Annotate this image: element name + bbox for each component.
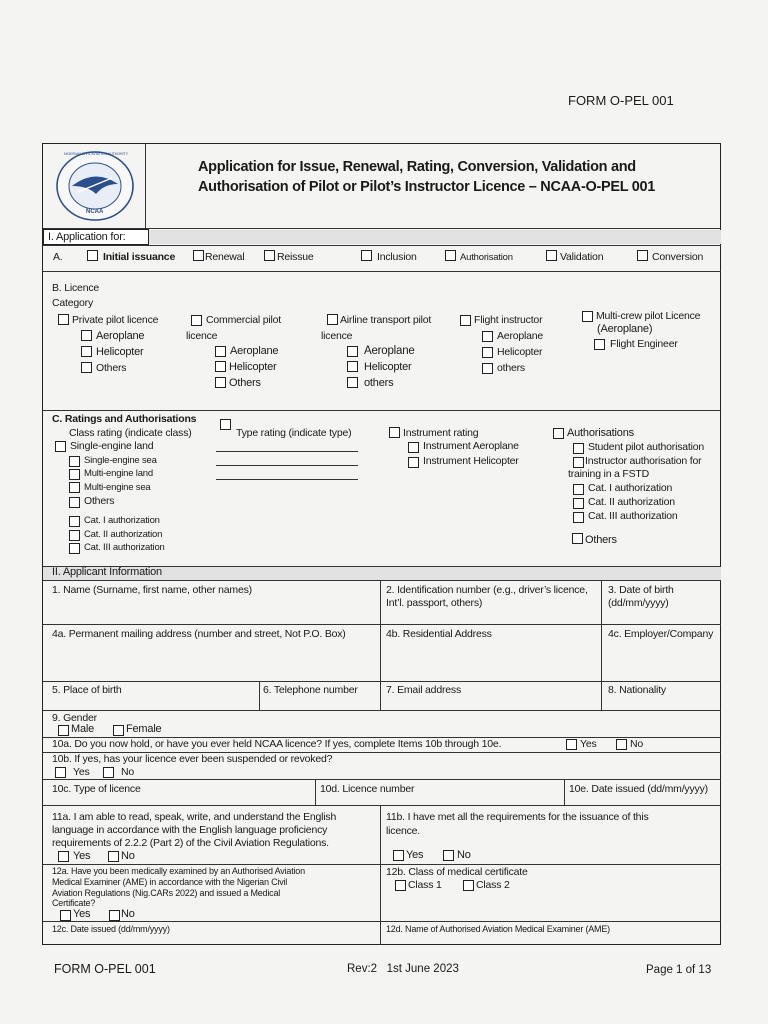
male-label: Male — [71, 723, 95, 735]
q11a-no-checkbox[interactable] — [108, 851, 119, 862]
header-divider — [145, 144, 146, 228]
ppl-checkbox[interactable] — [58, 314, 69, 325]
rule — [43, 624, 721, 625]
field-12a-line4: Certificate? — [52, 898, 96, 908]
rule — [43, 245, 721, 246]
cat3-checkbox[interactable] — [69, 543, 80, 554]
q10a-no-label: No — [630, 738, 644, 750]
authorisation-checkbox[interactable] — [445, 250, 456, 261]
section1-row-label: A. — [53, 251, 63, 263]
instrument-rating-checkbox[interactable] — [389, 427, 400, 438]
q10b-yes-label: Yes — [73, 766, 90, 778]
mpl-label2: (Aeroplane) — [597, 323, 653, 335]
field-11b-line2: licence. — [386, 825, 421, 837]
cpl-others-checkbox[interactable] — [215, 377, 226, 388]
initial-issuance-label: Initial issuance — [103, 251, 176, 263]
single-engine-sea-checkbox[interactable] — [69, 456, 80, 467]
ppl-helicopter-checkbox[interactable] — [81, 346, 92, 357]
cpl-label2: licence — [186, 330, 218, 342]
type-rating-line-1[interactable] — [216, 451, 358, 452]
rule — [43, 681, 721, 682]
field-10d-label: 10d. Licence number — [320, 783, 415, 795]
field-12c-label: 12c. Date issued (dd/mm/yyyy) — [52, 924, 170, 934]
q10b-no-label: No — [121, 766, 135, 778]
rule — [43, 805, 721, 806]
reissue-label: Reissue — [277, 251, 314, 263]
seal-ring-text: NIGERIAN CIVIL AVIATION AUTHORITY — [64, 152, 129, 156]
auth-cat2-label: Cat. II authorization — [588, 496, 675, 508]
rule — [43, 710, 721, 711]
col-divider — [259, 681, 260, 710]
field-email-label: 7. Email address — [386, 684, 462, 696]
rule — [43, 410, 721, 411]
multi-engine-sea-label: Multi-engine sea — [84, 482, 151, 493]
flight-engineer-label: Flight Engineer — [610, 338, 678, 350]
type-rating-line-2[interactable] — [216, 465, 358, 466]
q10a-yes-label: Yes — [580, 738, 597, 750]
field-10b-label: 10b. If yes, has your licence ever been suspended or revoked? — [52, 753, 333, 765]
cat1-checkbox[interactable] — [69, 516, 80, 527]
female-label: Female — [126, 723, 162, 735]
inclusion-label: Inclusion — [377, 251, 417, 263]
field-place-birth-label: 5. Place of birth — [52, 684, 122, 696]
ncaa-seal-icon — [52, 150, 138, 222]
rule — [43, 779, 721, 780]
field-12a-line2: Medical Examiner (AME) in accordance with the Nigerian Civil — [52, 877, 288, 887]
field-11a-line2: language in accordance with the English language proficiency — [52, 824, 328, 836]
fi-aeroplane-label: Aeroplane — [497, 330, 544, 342]
q11b-no-label: No — [457, 849, 471, 861]
field-nationality-label: 8. Nationality — [608, 684, 666, 696]
q11a-no-label: No — [121, 850, 135, 862]
auth-cat1-checkbox[interactable] — [573, 484, 584, 495]
fi-others-checkbox[interactable] — [482, 363, 493, 374]
field-gender-label: 9. Gender — [52, 712, 97, 724]
authorisations-checkbox[interactable] — [553, 428, 564, 439]
student-pilot-checkbox[interactable] — [573, 443, 584, 454]
atpl-helicopter-label: Helicopter — [364, 361, 412, 373]
male-checkbox[interactable] — [58, 725, 69, 736]
cat2-label: Cat. II authorization — [84, 529, 163, 540]
rule — [43, 271, 721, 272]
col-divider — [315, 779, 316, 805]
multi-engine-land-checkbox[interactable] — [69, 469, 80, 480]
field-id-label1: 2. Identification number (e.g., driver’s licence, — [386, 584, 588, 596]
single-engine-sea-label: Single-engine sea — [84, 455, 157, 466]
fi-label: Flight instructor — [474, 314, 543, 326]
auth-cat2-checkbox[interactable] — [573, 498, 584, 509]
q11b-yes-label: Yes — [406, 849, 424, 861]
cat1-label: Cat. I authorization — [84, 515, 160, 526]
name-input[interactable] — [44, 598, 378, 622]
field-dob-label1: 3. Date of birth — [608, 584, 674, 596]
field-id-label2: Int’l. passport, others) — [386, 597, 483, 609]
instructor-fstd-label2: training in a FSTD — [568, 468, 650, 480]
instrument-helicopter-checkbox[interactable] — [408, 457, 419, 468]
field-mailing-label: 4a. Permanent mailing address (number and street, Not P.O. Box) — [52, 628, 346, 640]
renewal-checkbox[interactable] — [193, 250, 204, 261]
mpl-checkbox[interactable] — [582, 311, 593, 322]
field-name-label: 1. Name (Surname, first name, other names) — [52, 584, 252, 596]
ppl-label: Private pilot licence — [72, 314, 159, 326]
q10b-yes-checkbox[interactable] — [55, 767, 66, 778]
cat3-label: Cat. III authorization — [84, 542, 165, 553]
auth-others-checkbox[interactable] — [572, 533, 583, 544]
q11a-yes-checkbox[interactable] — [58, 851, 69, 862]
student-pilot-label: Student pilot authorisation — [588, 441, 705, 453]
cat2-checkbox[interactable] — [69, 530, 80, 541]
atpl-others-label: others — [364, 377, 394, 389]
atpl-others-checkbox[interactable] — [347, 377, 358, 388]
class-rating-label: Class rating (indicate class) — [69, 427, 192, 439]
q12a-yes-checkbox[interactable] — [60, 910, 71, 921]
seal-abbr: NCAA — [86, 209, 104, 215]
footer-form-code: FORM O-PEL 001 — [54, 962, 156, 976]
atpl-label1: Airline transport pilot — [340, 314, 432, 326]
class-others-label: Others — [84, 495, 115, 507]
reissue-checkbox[interactable] — [264, 250, 275, 261]
cpl-checkbox[interactable] — [191, 315, 202, 326]
cpl-aeroplane-label: Aeroplane — [230, 345, 279, 357]
form-title-line1: Application for Issue, Renewal, Rating, Conversion, Validation and — [198, 159, 636, 175]
instructor-fstd-label1: Instructor authorisation for — [585, 455, 702, 467]
atpl-aeroplane-label: Aeroplane — [364, 345, 415, 357]
section1-heading: I. Application for: — [48, 231, 126, 243]
q11a-yes-label: Yes — [73, 850, 91, 862]
ppl-aeroplane-checkbox[interactable] — [81, 330, 92, 341]
auth-others-label: Others — [585, 534, 617, 546]
auth-cat1-label: Cat. I authorization — [588, 482, 673, 494]
class1-checkbox[interactable] — [395, 880, 406, 891]
rule — [43, 864, 721, 865]
type-rating-line-3[interactable] — [216, 479, 358, 480]
renewal-label: Renewal — [205, 251, 245, 263]
field-12b-label: 12b. Class of medical certificate — [386, 866, 528, 878]
rule — [43, 921, 721, 922]
field-dob-label2: (dd/mm/yyyy) — [608, 597, 669, 609]
ppl-aeroplane-label: Aeroplane — [96, 330, 145, 342]
fi-aeroplane-checkbox[interactable] — [482, 331, 493, 342]
field-10a-label: 10a. Do you now hold, or have you ever held NCAA licence? If yes, complete Items 10b through 10e. — [52, 738, 502, 750]
field-11b-line1: 11b. I have met all the requirements for the issuance of this — [386, 811, 649, 823]
atpl-checkbox[interactable] — [327, 314, 338, 325]
field-11a-line1: 11a. I am able to read, speak, write, and understand the English — [52, 811, 337, 823]
atpl-aeroplane-checkbox[interactable] — [347, 346, 358, 357]
auth-cat3-label: Cat. III authorization — [588, 510, 678, 522]
authorisation-label: Authorisation — [460, 252, 513, 263]
instrument-aeroplane-label: Instrument Aeroplane — [423, 440, 519, 452]
instrument-aeroplane-checkbox[interactable] — [408, 442, 419, 453]
field-telephone-label: 6. Telephone number — [263, 684, 358, 696]
sectionB-heading: B. Licence — [52, 282, 100, 294]
class2-label: Class 2 — [476, 879, 510, 891]
instructor-fstd-checkbox[interactable] — [573, 457, 584, 468]
conversion-label: Conversion — [652, 251, 704, 263]
authorisations-label: Authorisations — [567, 427, 634, 439]
cpl-helicopter-label: Helicopter — [229, 361, 277, 373]
col-divider — [564, 779, 565, 805]
sectionB-sub: Category — [52, 297, 94, 309]
validation-checkbox[interactable] — [546, 250, 557, 261]
single-engine-land-checkbox[interactable] — [55, 441, 66, 452]
inclusion-checkbox[interactable] — [361, 250, 372, 261]
fi-helicopter-label: Helicopter — [497, 346, 543, 358]
form-code-top: FORM O-PEL 001 — [568, 93, 674, 108]
ppl-others-checkbox[interactable] — [81, 362, 92, 373]
type-rating-checkbox[interactable] — [220, 419, 231, 430]
ppl-others-label: Others — [96, 362, 127, 374]
instrument-rating-label: Instrument rating — [403, 427, 479, 439]
col-divider — [380, 805, 381, 945]
q10b-no-checkbox[interactable] — [103, 767, 114, 778]
initial-issuance-checkbox[interactable] — [87, 250, 98, 261]
class2-checkbox[interactable] — [463, 880, 474, 891]
col-divider — [601, 580, 602, 710]
ppl-helicopter-label: Helicopter — [96, 346, 144, 358]
auth-cat3-checkbox[interactable] — [573, 512, 584, 523]
form-title-line2: Authorisation of Pilot or Pilot’s Instructor Licence – NCAA-O-PEL 001 — [198, 179, 656, 195]
mailing-address-input[interactable] — [44, 643, 378, 679]
q10a-yes-checkbox[interactable] — [566, 739, 577, 750]
footer-page-number: Page 1 of 13 — [646, 964, 712, 976]
fi-helicopter-checkbox[interactable] — [482, 347, 493, 358]
footer-revision: Rev:2 1st June 2023 — [347, 963, 459, 975]
cpl-others-label: Others — [229, 377, 261, 389]
mpl-label1: Multi-crew pilot Licence — [596, 310, 701, 322]
field-residential-label: 4b. Residential Address — [386, 628, 492, 640]
rule — [43, 580, 721, 581]
section2-heading: II. Applicant Information — [52, 566, 162, 578]
field-12d-label: 12d. Name of Authorised Aviation Medical Examiner (AME) — [386, 924, 610, 934]
sectionC-heading: C. Ratings and Authorisations — [52, 413, 197, 425]
q10a-no-checkbox[interactable] — [616, 739, 627, 750]
cpl-label1: Commercial pilot — [206, 314, 281, 326]
q12a-no-checkbox[interactable] — [109, 910, 120, 921]
field-11a-line3: requirements of 2.2.2 (Part 2) of the Civil Aviation Regulations. — [52, 837, 329, 849]
q11b-yes-checkbox[interactable] — [393, 850, 404, 861]
fi-others-label: others — [497, 362, 525, 374]
q12a-no-label: No — [121, 908, 135, 920]
multi-engine-sea-checkbox[interactable] — [69, 482, 80, 493]
atpl-helicopter-checkbox[interactable] — [347, 361, 358, 372]
multi-engine-land-label: Multi-engine land — [84, 468, 153, 479]
conversion-checkbox[interactable] — [637, 250, 648, 261]
q12a-yes-label: Yes — [73, 908, 91, 920]
type-rating-label: Type rating (indicate type) — [236, 427, 352, 439]
q11b-no-checkbox[interactable] — [443, 850, 454, 861]
field-12a-line3: Aviation Regulations (Nig.CARs 2022) and issued a Medical — [52, 888, 281, 898]
validation-label: Validation — [560, 251, 604, 263]
field-10e-label: 10e. Date issued (dd/mm/yyyy) — [569, 783, 708, 795]
field-12a-line1: 12a. Have you been medically examined by an Authorised Aviation — [52, 866, 305, 876]
field-employer-label: 4c. Employer/Company — [608, 628, 714, 640]
class1-label: Class 1 — [408, 879, 442, 891]
col-divider — [380, 580, 381, 710]
class-others-checkbox[interactable] — [69, 497, 80, 508]
fi-checkbox[interactable] — [460, 315, 471, 326]
field-10c-label: 10c. Type of licence — [52, 783, 141, 795]
instrument-helicopter-label: Instrument Helicopter — [423, 455, 519, 467]
female-checkbox[interactable] — [113, 725, 124, 736]
flight-engineer-checkbox[interactable] — [594, 339, 605, 350]
cpl-aeroplane-checkbox[interactable] — [215, 346, 226, 357]
cpl-helicopter-checkbox[interactable] — [215, 361, 226, 372]
single-engine-land-label: Single-engine land — [70, 440, 154, 452]
atpl-label2: licence — [321, 330, 353, 342]
